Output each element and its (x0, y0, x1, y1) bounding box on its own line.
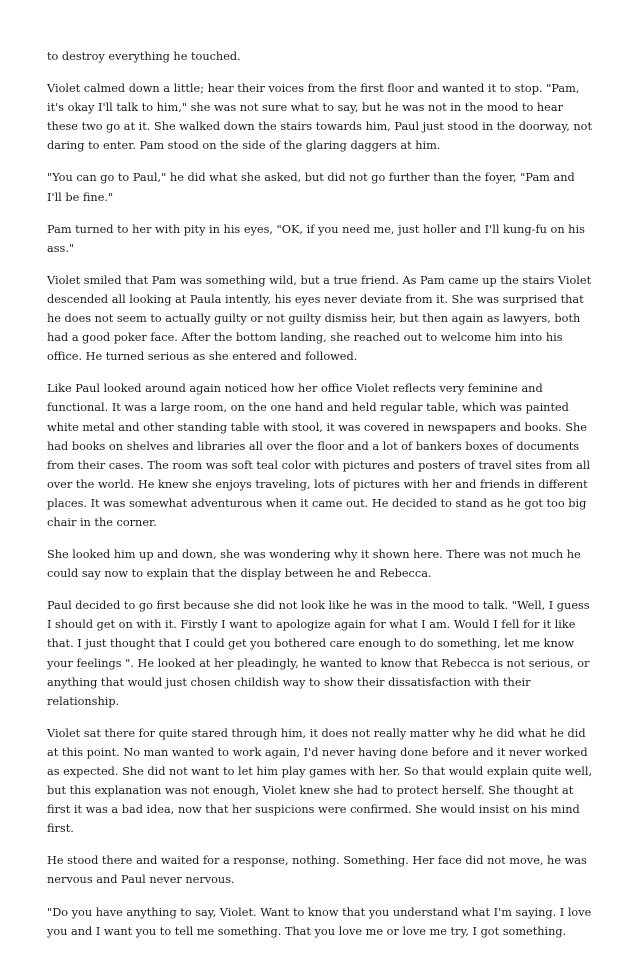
paragraph: "Do you have anything to say, Violet. Want to know that you understand what I'm saying. I love you and I want you to tell me something. That you love me or love me try, I got something. (47, 905, 592, 938)
paragraph: Paul decided to go first because she did not look like he was in the mood to talk. "Well, I guess I should get on with it. Firstly I want to apologize again for what I am. Would I fell for it like that. I just thought that I could get you bothered care enough to do something, let me know your feelings ". He looked at her pleadingly, he wanted to know that Rebecca is not serious, or anything that would just chosen childish way to show their dissatisfaction with their relationship. (47, 599, 590, 708)
document-body (47, 47, 593, 954)
paragraph: Like Paul looked around again noticed how her office Violet reflects very feminine and functional. It was a large room, on the one hand and held regular table, which was painted white metal and other standing table with stool, it was covered in newspapers and books. She had books on shelves and libraries all over the floor and a lot of bankers boxes of documents from their cases. The room was soft teal color with pictures and posters of travel sites from all over the world. He knew she enjoys traveling, lots of pictures with her and friends in different places. It was somewhat adventurous when it came out. He decided to stand as he got too big chair in the corner. (47, 382, 591, 529)
paragraph: She looked him up and down, she was wondering why it shown here. There was not much he could say now to explain that the display between he and Rebecca. (47, 548, 581, 581)
paragraph: "You can go to Paul," he did what she asked, but did not go further than the foyer, "Pam and I'll be fine." (47, 171, 575, 204)
paragraph: to destroy everything he touched. (47, 50, 241, 63)
paragraph: Violet sat there for quite stared through him, it does not really matter why he did what he did at this point. No man wanted to work again, I'd never having done before and it never worked as expected. She did not want to let him play games with her. So that would explain quite well, but this explanation was not enough, Violet knew she had to protect herself. She thought at first it was a bad idea, now that her suspicions were confirmed. She would insist on his mind first. (47, 726, 593, 836)
paragraph: Violet smiled that Pam was something wild, but a true friend. As Pam came up the stairs Violet descended all looking at Paula intently, his eyes never deviate from it. She was surprised that he does not seem to actually guilty or not guilty dismiss heir, but then again as lawyers, both had a good poker face. After the bottom landing, she reached out to welcome him into his office. He turned serious as she entered and followed. (47, 273, 592, 364)
paragraph: Violet calmed down a little; hear their voices from the first floor and wanted it to stop. "Pam, it's okay I'll talk to him," she was not sure what to say, but he was not in the mood to hear these two go at it. She walked down the stairs towards him, Paul just stood in the doorway, not daring to enter. Pam stood on the side of the glaring daggers at him. (47, 82, 593, 153)
paragraph: He stood there and waited for a response, nothing. Something. Her face did not move, he was nervous and Paul never nervous. (47, 854, 587, 887)
paragraph: Pam turned to her with pity in his eyes, "OK, if you need me, just holler and I'll kung-fu on his ass." (47, 222, 585, 255)
